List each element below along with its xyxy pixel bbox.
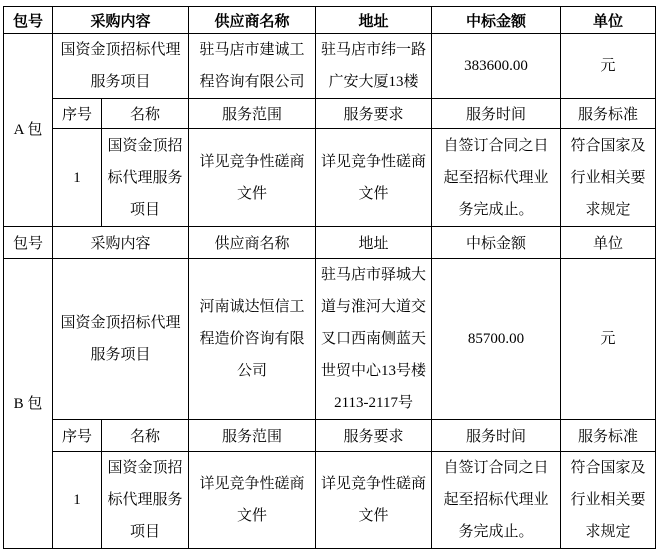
header-unit-a: 单位 [561, 7, 656, 34]
detail-b-name: 国资金顶招标代理服务项目 [102, 452, 189, 549]
detail-a-scope: 详见竞争性磋商文件 [189, 129, 316, 227]
detail-a-seq: 1 [53, 129, 102, 227]
header-content-b: 采购内容 [53, 227, 189, 259]
detail-header-seq-a: 序号 [53, 99, 102, 129]
detail-header-standard-b: 服务标准 [561, 420, 656, 452]
detail-header-requirement-b: 服务要求 [316, 420, 432, 452]
header-address-a: 地址 [316, 7, 432, 34]
header-address-b: 地址 [316, 227, 432, 259]
package-a-address: 驻马店市纬一路广安大厦13楼 [316, 34, 432, 99]
detail-b-standard: 符合国家及行业相关要求规定 [561, 452, 656, 549]
header-content-a: 采购内容 [53, 7, 189, 34]
package-a-content: 国资金顶招标代理服务项目 [53, 34, 189, 99]
package-a-header-row [4, 7, 656, 34]
header-amount-b: 中标金额 [432, 227, 561, 259]
detail-header-scope-a: 服务范围 [189, 99, 316, 129]
detail-a-time: 自签订合同之日起至招标代理业务完成止。 [432, 129, 561, 227]
detail-header-scope-b: 服务范围 [189, 420, 316, 452]
package-b-detail-header-row [4, 420, 656, 452]
detail-header-name-a: 名称 [102, 99, 189, 129]
package-b-supplier: 河南诚达恒信工程造价咨询有限公司 [189, 259, 316, 420]
package-b-label: B 包 [4, 259, 53, 549]
package-a-amount: 383600.00 [432, 34, 561, 99]
detail-header-requirement-a: 服务要求 [316, 99, 432, 129]
detail-b-time: 自签订合同之日起至招标代理业务完成止。 [432, 452, 561, 549]
package-a-detail-header-row [4, 99, 656, 129]
package-b-address: 驻马店市驿城大道与淮河大道交叉口西南侧蓝天世贸中心13号楼2113-2117号 [316, 259, 432, 420]
header-package-no-b: 包号 [4, 227, 53, 259]
detail-header-time-a: 服务时间 [432, 99, 561, 129]
package-b-header-row [4, 227, 656, 259]
package-b-summary-row [4, 259, 656, 420]
package-a-unit: 元 [561, 34, 656, 99]
detail-a-name: 国资金顶招标代理服务项目 [102, 129, 189, 227]
header-amount-a: 中标金额 [432, 7, 561, 34]
detail-header-seq-b: 序号 [53, 420, 102, 452]
detail-header-standard-a: 服务标准 [561, 99, 656, 129]
package-b-unit: 元 [561, 259, 656, 420]
award-table [3, 6, 656, 549]
package-a-label: A 包 [4, 34, 53, 227]
detail-b-seq: 1 [53, 452, 102, 549]
detail-b-requirement: 详见竞争性磋商文件 [316, 452, 432, 549]
detail-a-requirement: 详见竞争性磋商文件 [316, 129, 432, 227]
header-unit-b: 单位 [561, 227, 656, 259]
detail-a-standard: 符合国家及行业相关要求规定 [561, 129, 656, 227]
package-a-detail-row [4, 129, 656, 227]
package-b-detail-row [4, 452, 656, 549]
detail-header-name-b: 名称 [102, 420, 189, 452]
package-b-amount: 85700.00 [432, 259, 561, 420]
package-b-content: 国资金顶招标代理服务项目 [53, 259, 189, 420]
detail-header-time-b: 服务时间 [432, 420, 561, 452]
package-a-supplier: 驻马店市建诚工程咨询有限公司 [189, 34, 316, 99]
package-a-summary-row [4, 34, 656, 99]
header-supplier-b: 供应商名称 [189, 227, 316, 259]
header-package-no-a: 包号 [4, 7, 53, 34]
header-supplier-a: 供应商名称 [189, 7, 316, 34]
detail-b-scope: 详见竞争性磋商文件 [189, 452, 316, 549]
